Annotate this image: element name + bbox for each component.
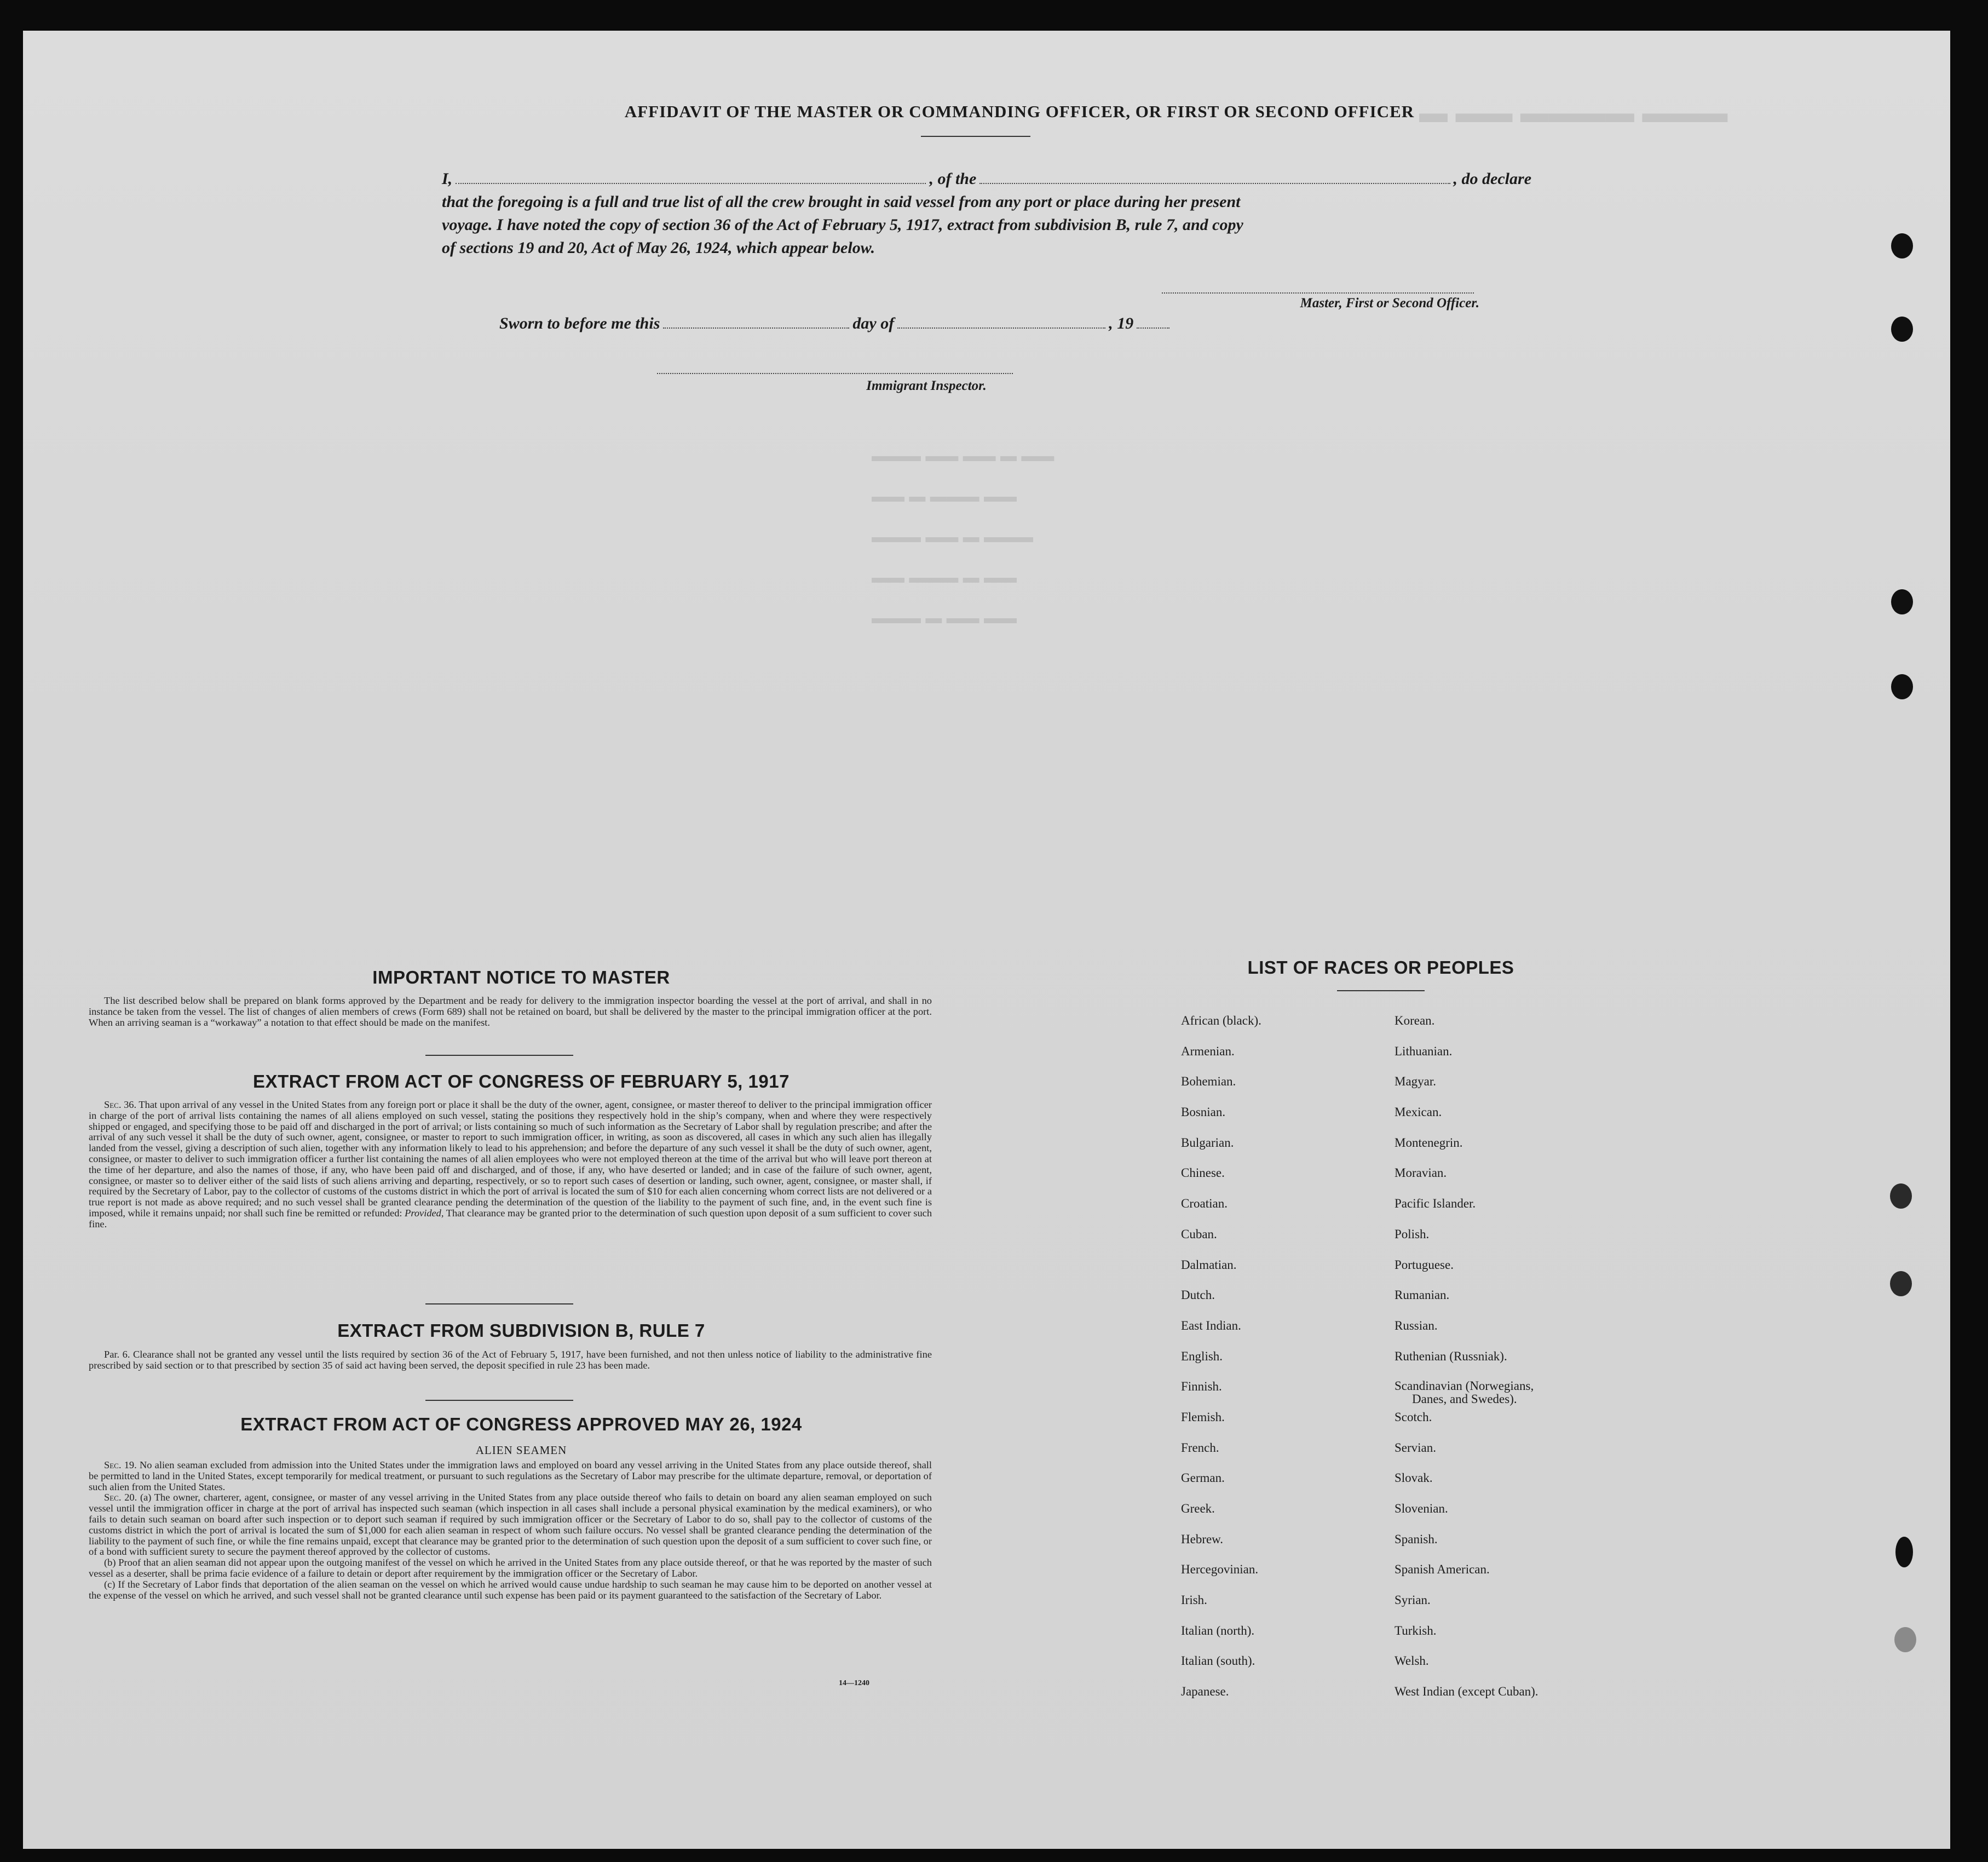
master-signature-label: Master, First or Second Officer. — [1300, 296, 1479, 311]
binder-hole — [1890, 1271, 1912, 1296]
rule7-divider — [425, 1400, 573, 1401]
sworn-month-blank[interactable] — [897, 327, 1105, 329]
rule7-title: EXTRACT FROM SUBDIVISION B, RULE 7 — [337, 1320, 705, 1341]
race-item: Dutch. — [1181, 1288, 1215, 1302]
race-item: Greek. — [1181, 1502, 1215, 1515]
name-blank[interactable] — [456, 183, 926, 184]
race-item: Irish. — [1181, 1593, 1207, 1607]
binder-hole — [1891, 674, 1913, 699]
rule7-body: Par. 6. Clearance shall not be granted any vessel until the lists required by section 36 of the Act of February 5, 1917, have been furnished, and not then unless notice of liability to the administrative fine prescribed by said section or to that prescribed by section 35 of said act having been served, the deposit specified in rule 23 has been made. — [89, 1349, 932, 1371]
race-item: Magyar. — [1395, 1074, 1437, 1089]
races-title-rule — [1337, 990, 1425, 991]
race-item: African (black). — [1181, 1014, 1261, 1027]
notice-title: IMPORTANT NOTICE TO MASTER — [372, 967, 670, 987]
race-item: Polish. — [1395, 1227, 1430, 1241]
binder-hole — [1895, 1537, 1913, 1567]
races-right-column — [1395, 1014, 1538, 1715]
race-item: Dalmatian. — [1181, 1257, 1237, 1272]
race-item: German. — [1181, 1471, 1225, 1485]
race-item: Slovak. — [1395, 1471, 1433, 1485]
race-item: Slovenian. — [1395, 1502, 1448, 1515]
binder-hole — [1894, 1627, 1916, 1652]
race-item: Flemish. — [1181, 1410, 1225, 1424]
race-item: Korean. — [1395, 1014, 1435, 1027]
race-item: Bohemian. — [1181, 1074, 1236, 1089]
race-item: Bulgarian. — [1181, 1135, 1234, 1150]
document-page — [23, 31, 1950, 1849]
form-number: 14—1240 — [839, 1679, 869, 1687]
race-item: Hercegovinian. — [1181, 1562, 1259, 1577]
notice-body: The list described below shall be prepared on blank forms approved by the Department and be ready for delivery to the immigration inspector boarding the vessel at the port of arrival, and shall in no instance be taken from the vessel. The list of changes of alien members of crews (Form 689) shall not be retained on board, but shall be delivered by the master to the principal immigration officer at the port. When an arriving seaman is a “workaway” a notation to that effect should be made on the manifest. — [89, 995, 932, 1028]
sworn-date-blank[interactable] — [663, 327, 849, 329]
race-item: Russian. — [1395, 1318, 1438, 1332]
race-item: Armenian. — [1181, 1044, 1235, 1058]
race-item: Italian (north). — [1181, 1623, 1255, 1637]
vessel-blank[interactable] — [979, 183, 1450, 184]
binder-hole — [1890, 1183, 1912, 1209]
bleed-through-rows: ▬▬▬ ▬▬ ▬▬ ▬ ▬▬ ▬▬ ▬ ▬▬▬ ▬▬ ▬▬▬ ▬▬ ▬ ▬▬▬ ▬▬ ▬▬▬ ▬ ▬▬ ▬▬▬ ▬ ▬▬ ▬▬ — [872, 447, 1054, 627]
race-item: Bosnian. — [1181, 1105, 1226, 1119]
race-item: Welsh. — [1395, 1654, 1429, 1668]
race-item: West Indian (except Cuban). — [1395, 1685, 1538, 1699]
race-item: Mexican. — [1395, 1105, 1442, 1119]
master-signature-line[interactable] — [1162, 292, 1474, 294]
affidavit-declare: , do declare — [1453, 170, 1532, 188]
affidavit-line-4: of sections 19 and 20, Act of May 26, 1924, which appear below. — [442, 239, 875, 257]
race-item: Turkish. — [1395, 1623, 1437, 1637]
extract-1924-body: Sec. 19. No alien seaman excluded from admission into the United States under the immigration laws and employed on board any vessel arriving in the United States from any place outside thereof, shall be permitted to land in the United States, except temporarily for medical treatment, or pursuant to such regulations as the Secretary of Labor may prescribe for the ultimate departure, removal, or deportation of such alien from the United States. Sec. 20. (a) The owner, charterer, agent, consignee, or master of any vessel arriving in the United States from any place outside thereof who fails to detain on board any alien seaman employed on such vessel until the immigration officer in charge at the port of arrival has inspected such seaman (which inspection in all cases shall include a personal physical examination by the medical examiners), or who fails to detain such seaman on board after such inspection or to deport such seaman if required by such immigration officer or the Secretary of Labor to do so, shall pay to the collector of customs of the customs district in which the port of arrival is located the sum of $1,000 for each alien seaman in respect of whom such failure occurs. No vessel shall be granted clearance pending the determination of the liability to the payment of such fine, or while the fine remains unpaid, except that clearance may be granted prior to the determination of such question upon the deposit of a sum sufficient to cover such fine, or of a bond with sufficient surety to secure the payment thereof approved by the collector of customs. (b) Proof that an alien seaman did not appear upon the outgoing manifest of the vessel on which he arrived in the United States from any place outside thereof, or that he was reported by the master of such vessel as a deserter, shall be prima facie evidence of a failure to detain or deport after requirement by the immigration officer or the Secretary of Labor. (c) If the Secretary of Labor finds that deportation of the alien seaman on the vessel on which he arrived would cause undue hardship to such seaman he may cause him to be deported on another vessel at the expense of the vessel on which he arrived, and such vessel shall not be granted clearance until such expense has been paid or its payment guaranteed to the satisfaction of the Secretary of Labor. — [89, 1459, 932, 1601]
alien-seamen-subtitle: ALIEN SEAMEN — [475, 1444, 567, 1457]
race-item: Italian (south). — [1181, 1654, 1255, 1668]
extract-1917-title: EXTRACT FROM ACT OF CONGRESS OF FEBRUARY 5, 1917 — [253, 1071, 790, 1091]
bleed-through-text: ▬ ▬▬ ▬▬▬▬ ▬▬▬ — [1419, 97, 1728, 129]
race-item: Japanese. — [1181, 1685, 1229, 1699]
sworn-year: , 19 — [1109, 314, 1134, 332]
sworn-year-blank[interactable] — [1137, 327, 1169, 329]
affidavit-body — [442, 168, 1531, 260]
affidavit-title: AFFIDAVIT OF THE MASTER OR COMMANDING OFFICER, OR FIRST OR SECOND OFFICER — [624, 102, 1415, 121]
races-title: LIST OF RACES OR PEOPLES — [1247, 957, 1514, 978]
race-item: Pacific Islander. — [1395, 1197, 1476, 1211]
race-item: Servian. — [1395, 1440, 1437, 1455]
affidavit-line-3: voyage. I have noted the copy of section 36 of the Act of February 5, 1917, extract from subdivision B, rule 7, and copy — [442, 216, 1243, 234]
race-item: English. — [1181, 1349, 1223, 1363]
race-item: Spanish American. — [1395, 1562, 1490, 1577]
binder-hole — [1891, 233, 1913, 258]
affidavit-title-rule — [921, 136, 1030, 137]
affidavit-line-1 — [442, 168, 1531, 191]
race-item: Chinese. — [1181, 1166, 1225, 1180]
extract-1924-title: EXTRACT FROM ACT OF CONGRESS APPROVED MAY 26, 1924 — [240, 1414, 802, 1434]
race-item: Portuguese. — [1395, 1257, 1454, 1272]
sworn-prefix: Sworn to before me this — [499, 314, 660, 332]
sworn-day-of: day of — [852, 314, 895, 332]
race-item: Scotch. — [1395, 1410, 1432, 1424]
race-item-scandinavian: Scandinavian (Norwegians, Danes, and Swedes). — [1395, 1379, 1534, 1406]
race-item: Spanish. — [1395, 1532, 1438, 1546]
race-item: Ruthenian (Russniak). — [1395, 1349, 1507, 1363]
binder-hole — [1891, 317, 1913, 342]
extract-1917-body: Sec. 36. That upon arrival of any vessel in the United States from any foreign port or place it shall be the duty of the owner, agent, consignee, or master thereof to deliver to the principal immigration officer in charge of the port of arrival lists containing the names of all aliens employed on such vessel, stating the positions they respectively hold in the ship’s company, when and where they were respectively shipped or engaged, and specifying those to be paid off and discharged in the port of arrival; or lists containing so much of such information as the Secretary of Labor shall by regulation prescribe; and after the arrival of any such vessel it shall be the duty of such owner, agent, consignee, or master to report to such immigration officer, in writing, as soon as discovered, all cases in which any such alien has illegally landed from the vessel, giving a description of such alien, together with any information likely to lead to his apprehension; and before the departure of any such vessel it shall be the duty of such owner, agent, consignee, or master to deliver to such immigration officer a further list containing the names of all alien employees who were not employed thereon at the time of the arrival but who will leave port thereon at the time of her departure, and also the names of those, if any, who have been paid off and discharged, and of those, if any, who have deserted or landed; and in case of the failure of such owner, agent, consignee, or master so to deliver either of the said lists of such aliens arriving and departing, respectively, or so to report such cases of desertion or landing, such owner, agent, consignee, or master shall, if required by the Secretary of Labor, pay to the collector of customs of the customs district in which the port of arrival is located the sum of $10 for each alien concerning whom correct lists are not delivered or a true report is not made as above required; and no such vessel shall be granted clearance pending the determination of the question of the liability to the payment of such fine, and, in the event such fine is imposed, while it remains unpaid; nor shall such fine be remitted or refunded: Provided, That clearance may be granted prior to the determination of such question upon deposit of a sum sufficient to cover such fine. — [89, 1099, 932, 1229]
affidavit-of-the: , of the — [929, 170, 977, 188]
race-item: Lithuanian. — [1395, 1044, 1453, 1058]
race-item: Hebrew. — [1181, 1532, 1224, 1546]
extract-1917-divider — [425, 1303, 573, 1304]
notice-divider — [425, 1055, 573, 1056]
race-item: Syrian. — [1395, 1593, 1431, 1607]
sworn-line — [499, 314, 1173, 333]
section-36-label: Sec. 36. — [104, 1099, 137, 1110]
race-item: Croatian. — [1181, 1197, 1228, 1211]
race-item: Moravian. — [1395, 1166, 1447, 1180]
races-left-column — [1181, 1014, 1261, 1715]
race-item: French. — [1181, 1440, 1219, 1455]
race-item: East Indian. — [1181, 1318, 1241, 1332]
inspector-signature-line[interactable] — [657, 373, 1013, 374]
affidavit-i: I, — [442, 170, 453, 188]
binder-hole — [1891, 589, 1913, 614]
inspector-signature-label: Immigrant Inspector. — [866, 378, 987, 393]
race-item: Montenegrin. — [1395, 1135, 1463, 1150]
affidavit-line-2: that the foregoing is a full and true list of all the crew brought in said vessel from any port or place during her present — [442, 193, 1241, 211]
race-item: Cuban. — [1181, 1227, 1217, 1241]
race-item: Finnish. — [1181, 1380, 1222, 1394]
race-item: Rumanian. — [1395, 1288, 1450, 1302]
